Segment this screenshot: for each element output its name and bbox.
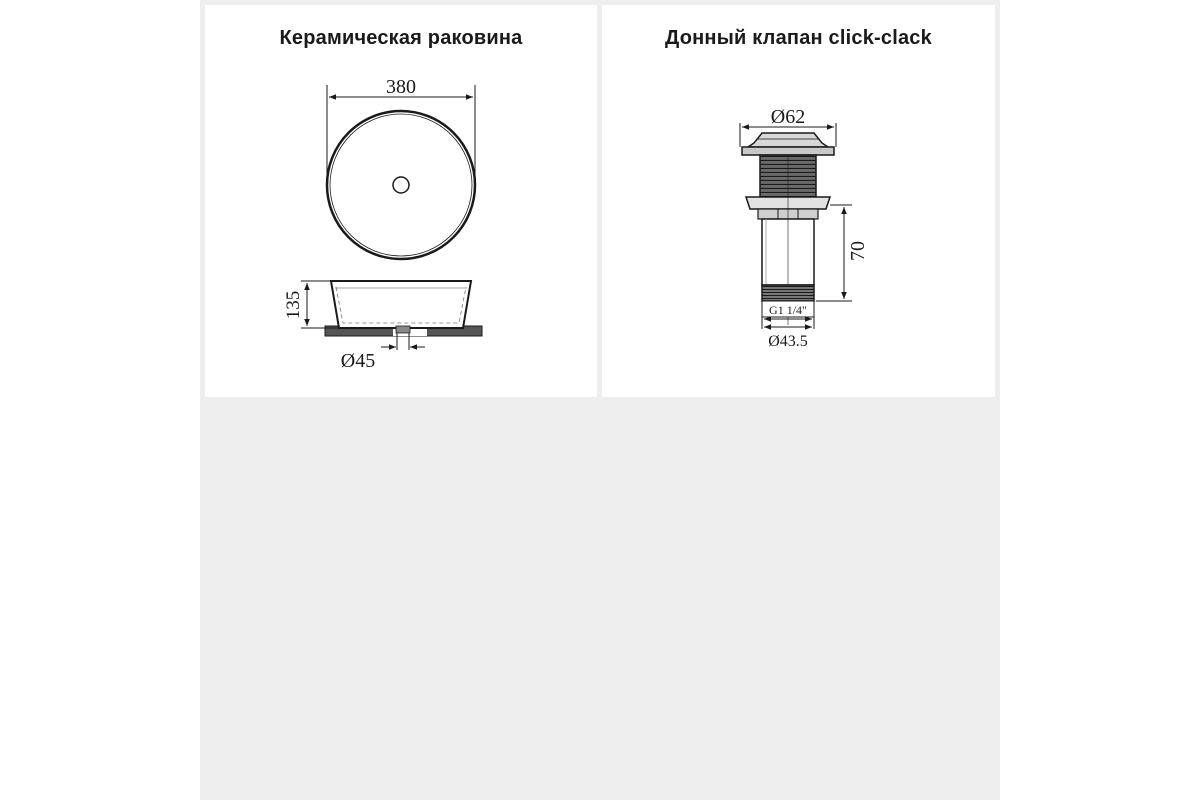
drain-length-label: 70: [847, 241, 869, 261]
drain-body-diameter-label: Ø43.5: [768, 333, 808, 350]
drain-panel: [602, 5, 995, 397]
sink-side-view: [301, 281, 482, 350]
sink-drain-diameter-label: Ø45: [340, 350, 376, 372]
sink-title: Керамическая раковина: [279, 27, 523, 49]
sink-height-label: 135: [283, 290, 304, 320]
drain-drawing: [602, 5, 995, 397]
sink-top-view: [327, 85, 475, 259]
drain-cap-diameter-label: Ø62: [770, 106, 806, 128]
sink-panel: [205, 5, 597, 397]
drain-valve: [740, 123, 852, 329]
drain-title: Донный клапан click-clack: [665, 27, 932, 49]
drain-thread-label: G1 1/4": [769, 303, 807, 317]
sink-diameter-label: 380: [386, 76, 416, 98]
sink-drawing: [205, 5, 597, 397]
